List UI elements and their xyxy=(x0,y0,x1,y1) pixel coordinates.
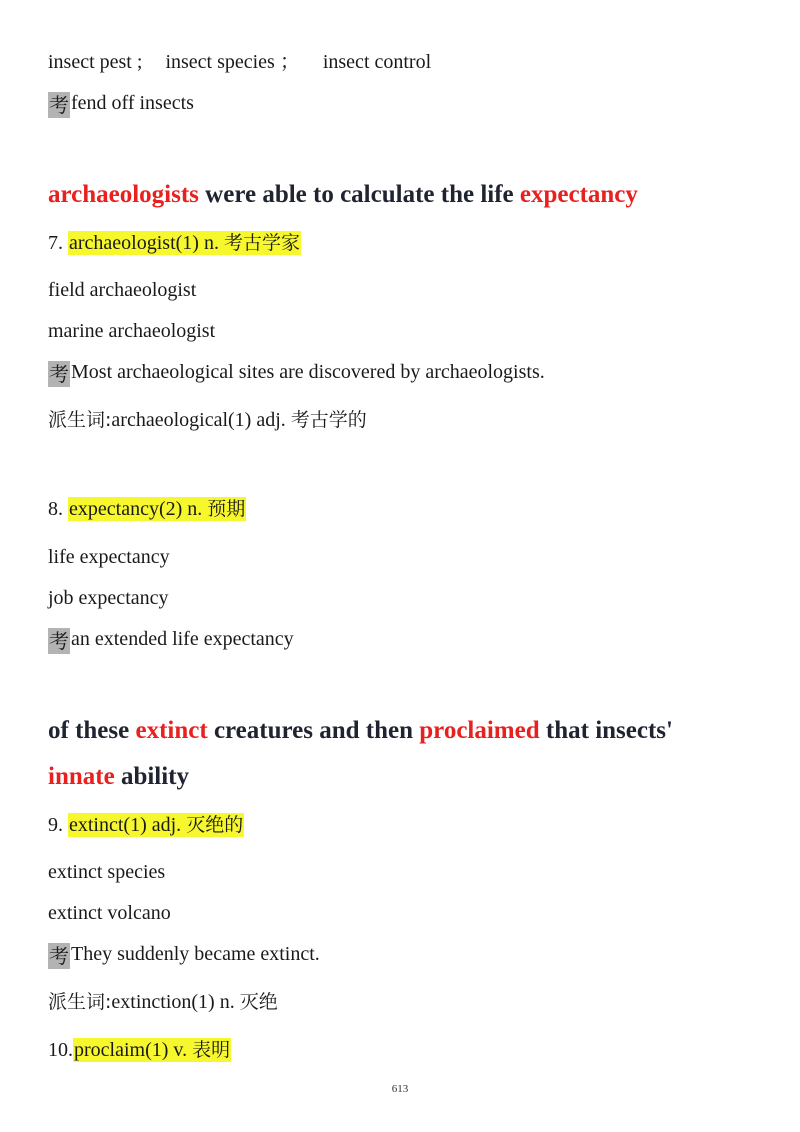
entry-highlight xyxy=(68,497,246,521)
entry-meaning: 预期 xyxy=(207,498,246,520)
collocation: marine archaeologist xyxy=(48,320,216,342)
sentence-text: that insects' xyxy=(539,717,673,744)
entry-number: 9. xyxy=(48,814,68,836)
derived-term: archaeological(1) adj. xyxy=(111,409,291,431)
vocab-entry xyxy=(48,231,301,255)
sentence-text: were able to calculate the life xyxy=(198,181,520,208)
collocation: job expectancy xyxy=(48,587,169,609)
entry-highlight xyxy=(68,231,301,255)
entry-number: 7. xyxy=(48,232,68,254)
entry-number: 10. xyxy=(48,1039,73,1061)
entry-term: archaeologist(1) n. xyxy=(69,232,224,254)
vocab-entry xyxy=(48,813,244,837)
exam-example xyxy=(48,360,545,387)
source-sentence-continued xyxy=(48,762,189,792)
collocation: extinct species xyxy=(48,861,166,883)
collocation: insect species ； xyxy=(165,51,300,73)
sentence-text: of these xyxy=(48,717,136,744)
source-sentence xyxy=(48,716,673,746)
entry-highlight xyxy=(73,1038,231,1062)
collocation: insect control xyxy=(322,51,432,73)
collocation: field archaeologist xyxy=(48,279,197,301)
keyword: expectancy xyxy=(519,181,638,208)
collocation: insect pest ; xyxy=(48,51,143,73)
derived-term: extinction(1) n. xyxy=(111,991,240,1013)
collocation: extinct volcano xyxy=(48,902,171,924)
exam-example xyxy=(48,91,194,118)
derived-label: 派生词: xyxy=(48,991,112,1013)
keyword: proclaimed xyxy=(419,717,540,744)
keyword: extinct xyxy=(135,717,208,744)
exam-example xyxy=(48,627,294,654)
entry-meaning: 考古学家 xyxy=(223,232,300,254)
derived-meaning: 考古学的 xyxy=(290,409,367,431)
collocation: life expectancy xyxy=(48,546,170,568)
exam-text: Most archaeological sites are discovered by archaeologists. xyxy=(71,361,545,383)
exam-text: fend off insects xyxy=(71,92,194,114)
entry-highlight xyxy=(68,813,244,837)
entry-term: proclaim(1) v. xyxy=(74,1039,193,1061)
exam-badge: 考 xyxy=(49,944,69,968)
exam-badge: 考 xyxy=(49,629,69,653)
page-number: 613 xyxy=(391,1083,409,1095)
vocab-entry xyxy=(48,1038,231,1062)
collocation-line xyxy=(48,50,431,74)
entry-term: expectancy(2) n. xyxy=(69,498,208,520)
exam-badge: 考 xyxy=(49,362,69,386)
exam-example xyxy=(48,942,320,969)
entry-term: extinct(1) adj. xyxy=(69,814,187,836)
keyword: innate xyxy=(48,763,115,790)
entry-number: 8. xyxy=(48,498,68,520)
entry-meaning: 灭绝的 xyxy=(186,814,244,836)
sentence-text: creatures and then xyxy=(207,717,420,744)
derived-word xyxy=(48,408,367,432)
keyword: archaeologists xyxy=(48,181,199,208)
exam-text: an extended life expectancy xyxy=(71,628,294,650)
entry-meaning: 表明 xyxy=(192,1039,231,1061)
derived-label: 派生词: xyxy=(48,409,112,431)
vocab-entry xyxy=(48,497,246,521)
derived-word xyxy=(48,990,278,1014)
exam-badge: 考 xyxy=(49,93,69,117)
source-sentence xyxy=(48,180,638,210)
derived-meaning: 灭绝 xyxy=(239,991,278,1013)
exam-text: They suddenly became extinct. xyxy=(71,943,320,965)
sentence-text: ability xyxy=(114,763,190,790)
